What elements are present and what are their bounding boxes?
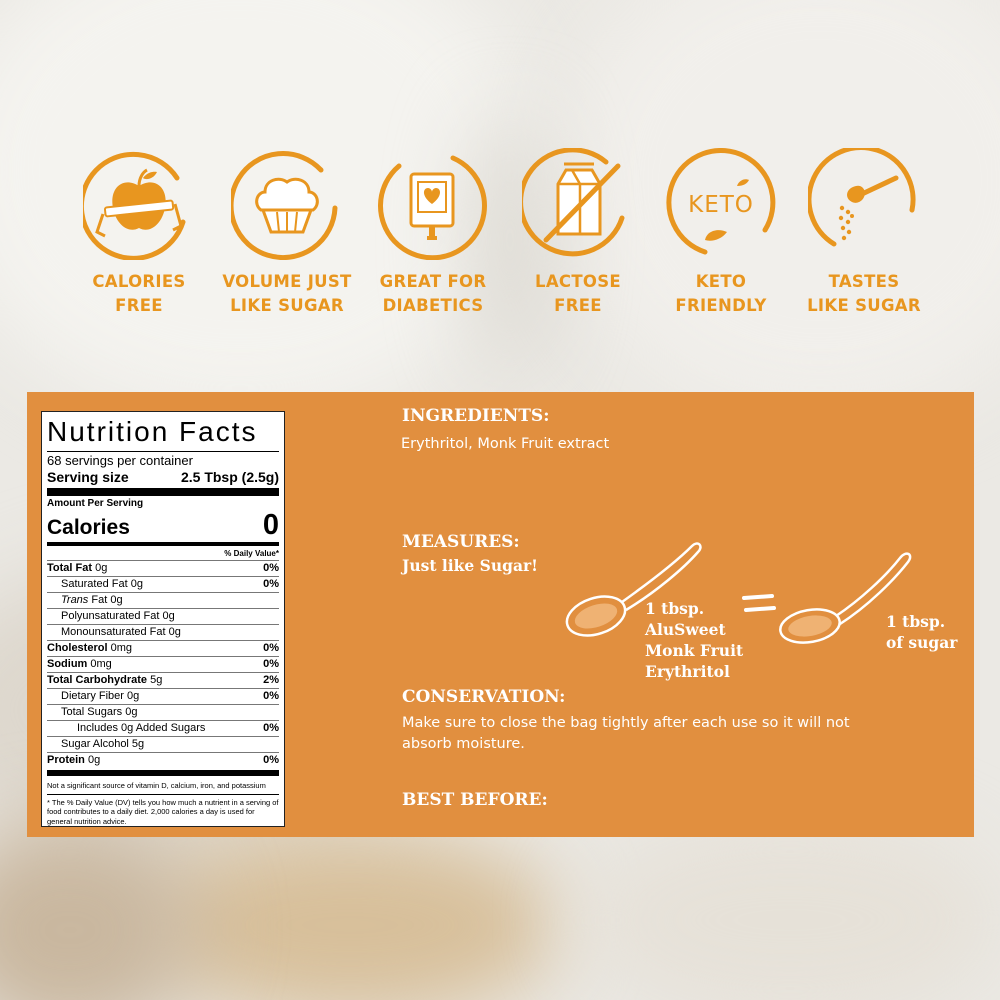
conservation-heading: CONSERVATION:	[402, 687, 566, 707]
muffin-icon	[231, 148, 343, 260]
feature-label: CALORIES FREE	[92, 272, 186, 315]
feature-label: KETO FRIENDLY	[675, 272, 767, 315]
nutrient-row-monounsaturated-fat: Monounsaturated Fat 0g	[47, 625, 279, 641]
measure-right-label: 1 tbsp. of sugar	[886, 612, 958, 652]
feature-keto-friendly	[646, 148, 796, 318]
nutrient-row-added-sugars: Includes 0g Added Sugars 0%	[47, 721, 279, 737]
measures-subtitle: Just like Sugar!	[402, 556, 538, 575]
ingredients-heading: INGREDIENTS:	[402, 406, 550, 426]
measure-left-label: 1 tbsp. AluSweet Monk Fruit Erythritol	[645, 599, 744, 681]
nutrition-footnote-daily-value: * The % Daily Value (DV) tells you how much a nutrient in a serving of food contributes to a daily diet. 2,000 calories a day is used for general nutrition advice.	[47, 797, 279, 826]
feature-calories-free	[64, 148, 214, 318]
no-milk-carton-icon	[522, 148, 634, 260]
daily-value-header: % Daily Value*	[47, 548, 279, 561]
nutrient-row-dietary-fiber: Dietary Fiber 0g 0%	[47, 689, 279, 705]
feature-tastes-like-sugar	[789, 148, 939, 318]
serving-size: Serving size 2.5 Tbsp (2.5g)	[47, 469, 279, 485]
conservation-text: Make sure to close the bag tightly after each use so it will not absorb moisture.	[402, 715, 850, 752]
glucose-meter-heart-icon	[377, 148, 489, 260]
feature-volume-like-sugar	[212, 148, 362, 318]
nutrient-row-saturated-fat: Saturated Fat 0g 0%	[47, 577, 279, 593]
amount-per-serving: Amount Per Serving	[47, 498, 144, 509]
keto-icon-text: KETO	[688, 192, 754, 218]
nutrient-row-polyunsaturated-fat: Polyunsaturated Fat 0g	[47, 609, 279, 625]
feature-lactose-free	[503, 148, 653, 318]
nutrient-row-sodium: Sodium 0mg 0%	[47, 657, 279, 673]
servings-per-container: 68 servings per container	[47, 453, 193, 468]
spoon-sprinkle-icon	[808, 148, 920, 260]
measures-heading: MEASURES:	[402, 532, 520, 552]
keto-leaf-icon	[665, 148, 777, 260]
nutrition-title: Nutrition Facts	[47, 416, 258, 447]
feature-label: TASTES LIKE SUGAR	[807, 272, 921, 315]
nutrient-row-total-sugars: Total Sugars 0g	[47, 705, 279, 721]
nutrition-footnote-vitamins: Not a significant source of vitamin D, calcium, iron, and potassium	[47, 781, 266, 790]
nutrient-row-trans-fat: Trans Fat 0g	[47, 593, 279, 609]
nutrition-facts-label	[41, 411, 285, 827]
feature-label: LACTOSE FREE	[535, 272, 621, 315]
feature-great-for-diabetics	[358, 148, 508, 318]
nutrient-row-total-carbohydrate: Total Carbohydrate 5g 2%	[47, 673, 279, 689]
ingredients-text: Erythritol, Monk Fruit extract	[401, 436, 610, 452]
nutrient-row-cholesterol: Cholesterol 0mg 0%	[47, 641, 279, 657]
feature-label: VOLUME JUST LIKE SUGAR	[222, 272, 352, 315]
nutrient-row-total-fat: Total Fat 0g 0%	[47, 561, 279, 577]
best-before-heading: BEST BEFORE:	[402, 790, 548, 810]
equals-sign-icon	[744, 596, 774, 610]
calories-row: Calories 0	[47, 509, 279, 541]
nutrient-row-protein: Protein 0g 0%	[47, 754, 279, 766]
feature-label: GREAT FOR DIABETICS	[379, 272, 487, 315]
nutrient-row-sugar-alcohol: Sugar Alcohol 5g	[47, 737, 279, 753]
apple-measuring-tape-icon	[83, 148, 195, 260]
